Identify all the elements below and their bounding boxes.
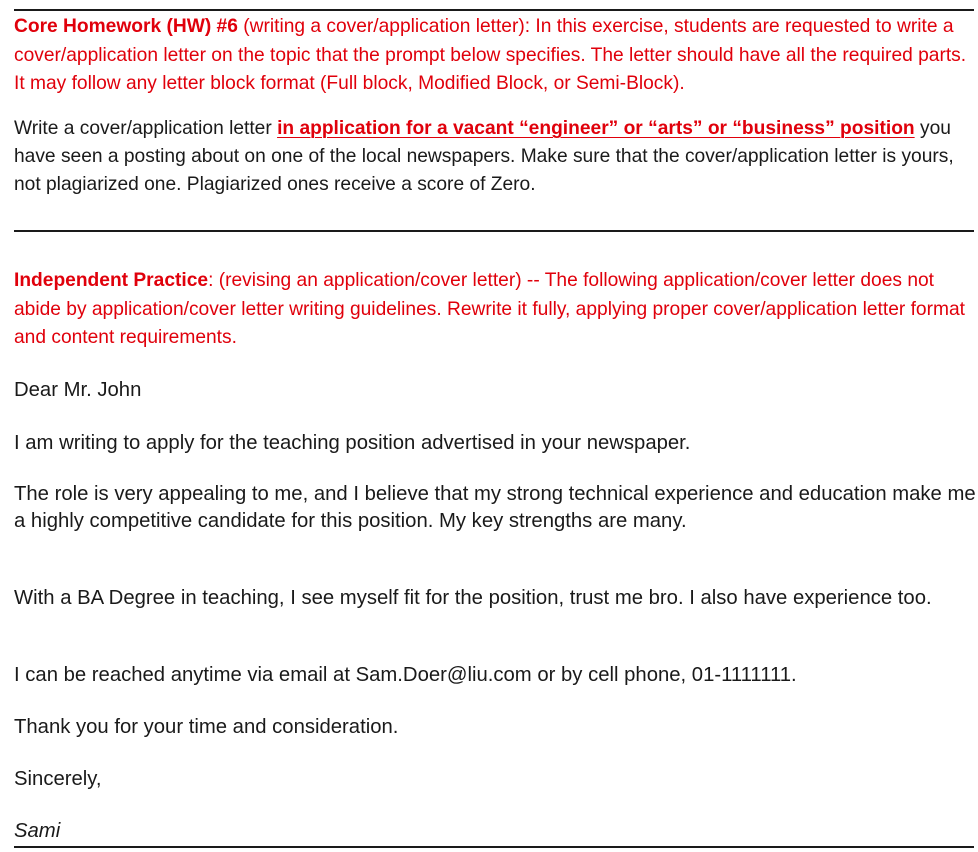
top-divider bbox=[14, 9, 974, 11]
homework-title: Core Homework (HW) #6 bbox=[14, 16, 238, 37]
letter-paragraph-1: I am writing to apply for the teaching position advertised in your newspaper. bbox=[14, 432, 691, 454]
section-divider bbox=[14, 230, 974, 232]
letter-paragraph-2: The role is very appealing to me, and I believe that my strong technical experience and education make me a highly competitive candidate for this position. My key strengths are many. bbox=[14, 483, 976, 532]
letter-greeting: Dear Mr. John bbox=[14, 379, 142, 401]
practice-instructions bbox=[14, 267, 976, 353]
practice-title: Independent Practice bbox=[14, 270, 209, 291]
letter-paragraph-3: With a BA Degree in teaching, I see myself fit for the position, trust me bro. I also have experience too. bbox=[14, 587, 932, 609]
practice-description: : (revising an application/cover letter) -- The following application/cover letter does not abide by application/cover letter writing guidelines. Rewrite it fully, applying proper cover/application letter format and content requirements. bbox=[14, 270, 965, 348]
homework-description: (writing a cover/application letter): In this exercise, students are requested to write a cover/application letter on the topic that the prompt below specifies. The letter should have all the required parts. It may follow any letter block format (Full block, Modified Block, or Semi-Block). bbox=[14, 16, 967, 94]
prompt-highlight: in application for a vacant “engineer” or “arts” or “business” position bbox=[277, 118, 915, 139]
letter-closing: Sincerely, bbox=[14, 768, 102, 790]
bottom-divider bbox=[14, 846, 974, 848]
homework-instructions bbox=[14, 13, 976, 99]
letter-signature: Sami bbox=[14, 820, 61, 842]
prompt-text-before: Write a cover/application letter bbox=[14, 118, 278, 139]
letter-paragraph-5: Thank you for your time and consideration. bbox=[14, 716, 399, 738]
letter-paragraph-4: I can be reached anytime via email at Sam.Doer@liu.com or by cell phone, 01-1111111. bbox=[14, 664, 797, 686]
prompt-text-after: you have seen a posting about on one of the local newspapers. Make sure that the cover/application letter is yours, not plagiarized one. Plagiarized ones receive a score of Zero. bbox=[14, 118, 954, 195]
homework-prompt bbox=[14, 115, 976, 199]
